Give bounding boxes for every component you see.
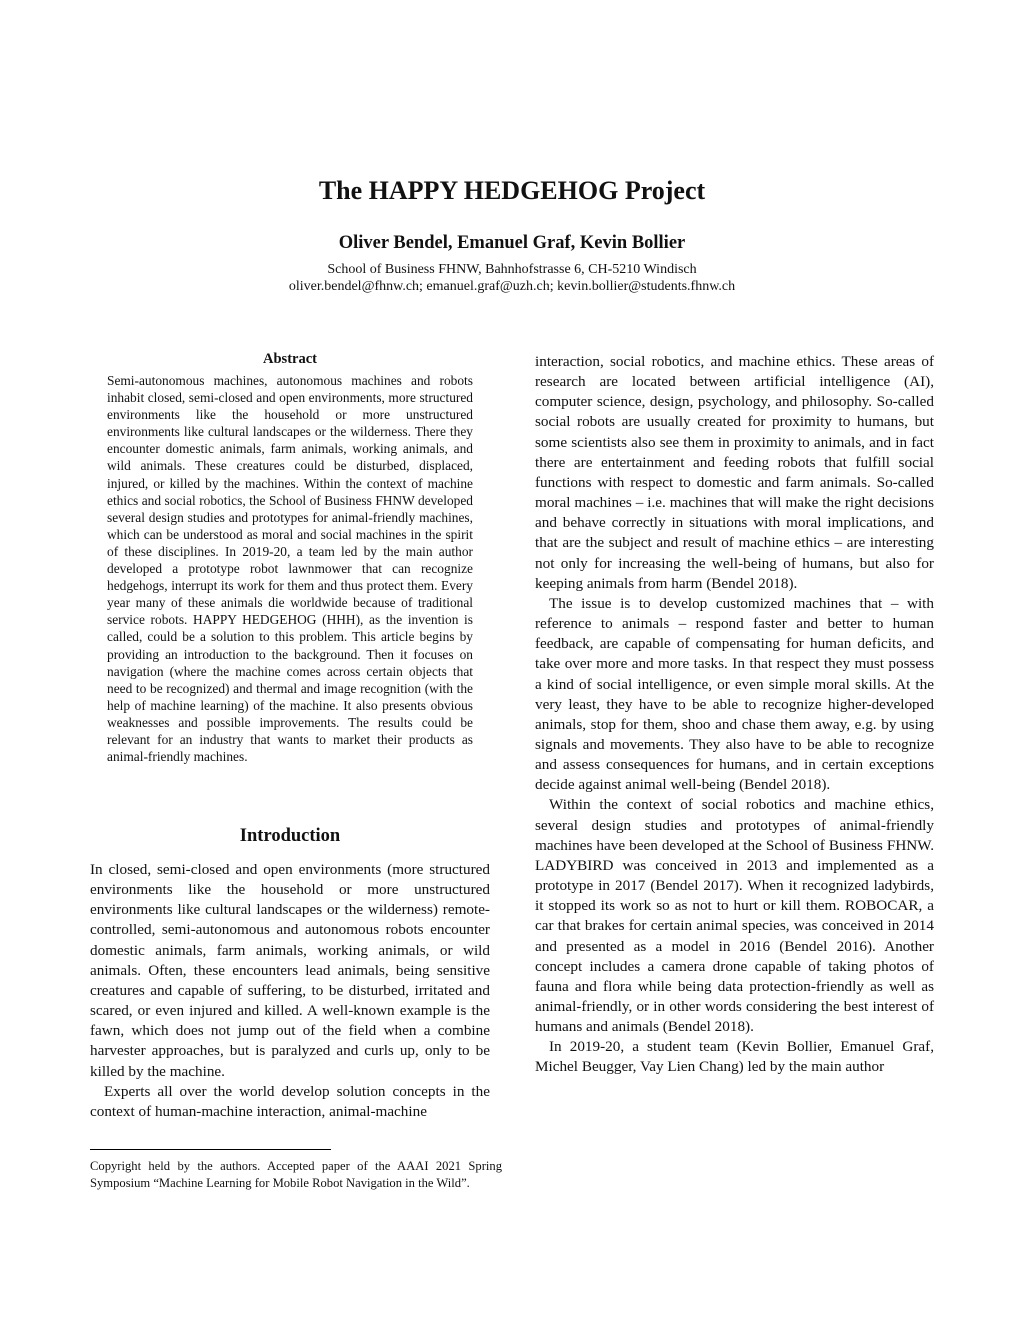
affiliation-block bbox=[0, 261, 1024, 295]
right-paragraph-4: In 2019-20, a student team (Kevin Bollier, Emanuel Graf, Michel Beugger, Vay Lien Chang) led by the main author bbox=[535, 1038, 934, 1076]
abstract-heading: Abstract bbox=[263, 351, 317, 367]
abstract-text: Semi-autonomous machines, autonomous machines and robots inhabit closed, semi-closed and open environments, more structured environments like the household or more unstructured environments like cultural landscapes or the wilderness. There they encounter domestic animals, farm animals, working animals, and wild animals. These creatures could be disturbed, displaced, injured, or killed by the machines. Within the context of machine ethics and social robotics, the School of Business FHNW developed several design studies and prototypes for animal-friendly machines, which can be understood as moral and social machines in the spirit of these disciplines. In 2019-20, a team led by the main author developed a prototype robot lawnmower that can recognize hedgehogs, interrupt its work for them and thus protect them. Every year many of these animals die worldwide because of traditional service robots. HAPPY HEDGEHOG (HHH), as the invention is called, could be a solution to this problem. This article begins by providing an introduction to the background. Then it focuses on navigation (where the machine comes across certain objects that need to be recognized) and thermal and image recognition (with the help of machine learning) of the machine. It also presents obvious weaknesses and possible improvements. The results could be relevant for an industry that wants to market their products as animal-friendly machines. bbox=[107, 373, 473, 765]
intro-paragraph-2: Experts all over the world develop solution concepts in the context of human-machine interaction, animal-machine bbox=[90, 1082, 490, 1120]
right-column bbox=[535, 352, 934, 1078]
introduction-section bbox=[90, 860, 490, 1122]
copyright-footnote: Copyright held by the authors. Accepted paper of the AAAI 2021 Spring Symposium “Machine Learning for Mobile Robot Navigation in the Wild”. bbox=[90, 1159, 502, 1190]
right-paragraph-1: interaction, social robotics, and machine ethics. These areas of research are located between artificial intelligence (AI), computer science, design, psychology, and philosophy. So-called social robots are usually created for proximity to humans, but some scientists also see them in proximity to animals, and in fact there are entertainment and feeding robots that fulfill social functions with respect to domestic and farm animals. So-called moral machines – i.e. machines that will make the right decisions and behave correctly in situations with moral implications, and that are the subject and result of machine ethics – are interesting not only for increasing the well-being of humans, but also for keeping animals from harm (Bendel 2018). bbox=[535, 353, 934, 592]
footnote-rule bbox=[90, 1149, 331, 1150]
right-paragraph-2: The issue is to develop customized machines that – with reference to animals – respond faster and better to human feedback, are capable of compensating for human deficits, and take over more and more tasks. In that respect they must possess a kind of social intelligence, or even simple moral skills. At the very least, they have to be able to recognize higher-developed animals, stop for them, shoo and chase them away, e.g. by using signals and movements. They also have to be able to recognize and assess consequences for humans, and in certain exceptions decide against animal well-being (Bendel 2018). bbox=[535, 594, 934, 794]
intro-paragraph-1: In closed, semi-closed and open environments (more structured environments like the household or more unstructured environments like cultural landscapes or the wilderness) remote-controlled, semi-autonomous and autonomous robots encounter domestic animals, farm animals, working animals, or wild animals. Often, these encounters lead animals, being sensitive creatures and capable of suffering, to be disturbed, irritated and scared, or even injured and killed. A well-known example is the fawn, which does not jump out of the field when a combine harvester approaches, but is paralyzed and curls up, only to be killed by the machine. bbox=[90, 861, 490, 1080]
author-list: Oliver Bendel, Emanuel Graf, Kevin Bollier bbox=[338, 233, 686, 253]
introduction-heading: Introduction bbox=[239, 826, 341, 846]
paper-title: The HAPPY HEDGEHOG Project bbox=[318, 176, 706, 205]
right-paragraph-3: Within the context of social robotics and machine ethics, several design studies and prototypes of animal-friendly machines have been developed at the School of Business FHNW. LADYBIRD was conceived in 2013 and implemented as a prototype in 2017 (Bendel 2017). When it recognized ladybirds, it stopped its work so as not to hurt or kill them. ROBOCAR, a car that brakes for certain animal species, was conceived in 2014 and presented as a model in 2016 (Bendel 2016). Another concept includes a camera drone capable of taking photos of fauna and flora while being data protection-friendly as well as animal-friendly, or in other words considering the best interest of humans and animals (Bendel 2018). bbox=[535, 796, 934, 1036]
abstract-section bbox=[90, 350, 490, 765]
email-list: oliver.bendel@fhnw.ch; emanuel.graf@uzh.ch; kevin.bollier@students.fhnw.ch bbox=[288, 279, 736, 294]
affiliation: School of Business FHNW, Bahnhofstrasse 6, CH-5210 Windisch bbox=[327, 262, 697, 277]
